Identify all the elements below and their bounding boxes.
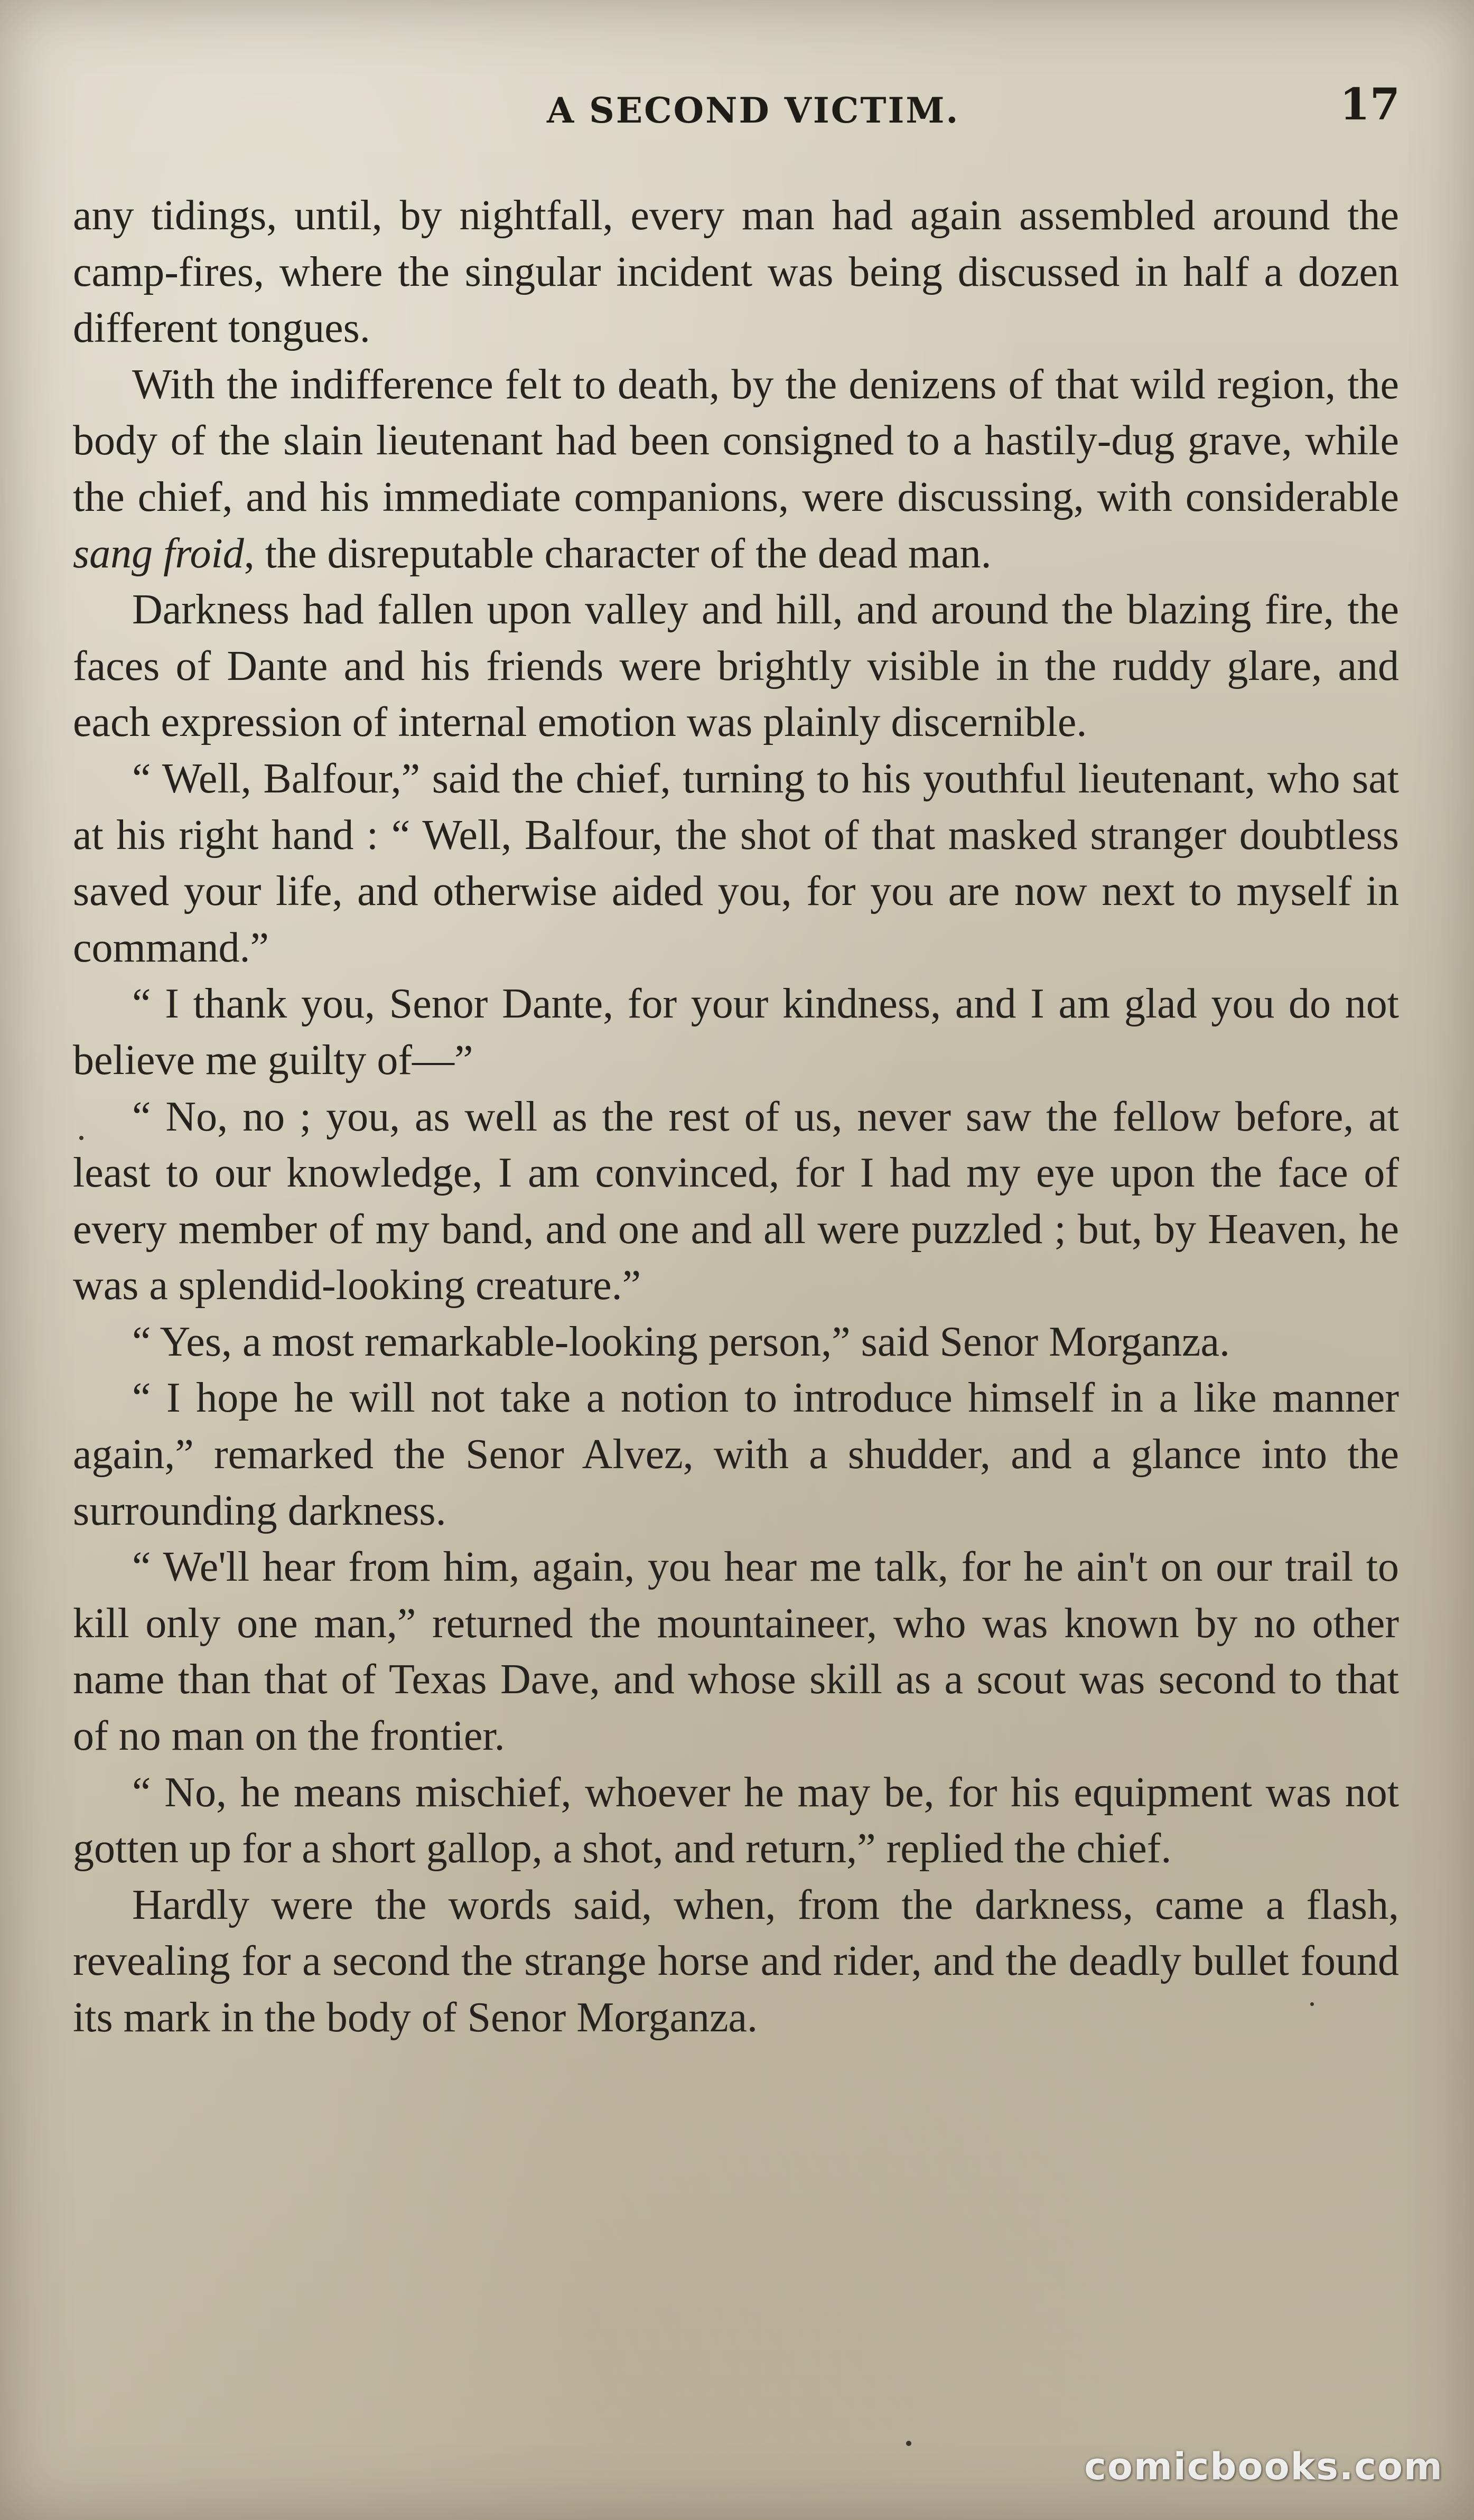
paragraph: “ I thank you, Senor Dante, for your kindness, and I am glad you do not believe me guilty of—”: [73, 981, 1399, 1084]
paragraph: “ I hope he will not take a notion to introduce himself in a like manner again,” remarked the Senor Alvez, with a shudder, and a glance into the surrounding darkness.: [73, 1375, 1399, 1534]
page-number: 17: [1339, 79, 1400, 130]
ink-speck: [1310, 2002, 1314, 2006]
italic-phrase: sang froid: [73, 530, 244, 577]
paragraph: Darkness had fallen upon valley and hill, and around the blazing fire, the faces of Dante and his friends were brightly visible in the ruddy glare, and each expression of internal emotion was plainly discernible.: [73, 586, 1399, 746]
ink-speck: [79, 1136, 83, 1140]
paragraph-text: , the disreputable character of the dead man.: [244, 530, 992, 577]
watermark: comicbooks.com: [1084, 2445, 1443, 2488]
paragraph: “ We'll hear from him, again, you hear me talk, for he ain't on our trail to kill only one man,” returned the mountaineer, who was known by no other name than that of Texas Dave, and whose skill as a scout was second to that of no man on the frontier.: [73, 1544, 1399, 1760]
paragraph: [73, 357, 1399, 582]
paragraph: any tidings, until, by nightfall, every man had again assembled around the camp-fires, where the singular incident was being discussed in half a dozen different tongues.: [73, 192, 1399, 352]
paragraph: “ Well, Balfour,” said the chief, turning to his youthful lieutenant, who sat at his right hand : “ Well, Balfour, the shot of that masked stranger doubtless saved your life, and otherwise aided you, for you are now next to myself in command.”: [73, 755, 1399, 971]
running-head: A SECOND VICTIM.: [547, 90, 960, 131]
body-text: [73, 188, 1399, 2046]
paragraph: “ No, he means mischief, whoever he may be, for his equipment was not gotten up for a short gallop, a shot, and return,” replied the chief.: [73, 1769, 1399, 1872]
paragraph: Hardly were the words said, when, from the darkness, came a flash, revealing for a second the strange horse and rider, and the deadly bullet found its mark in the body of Senor Morganza.: [73, 1881, 1399, 2041]
paragraph-text: With the indifference felt to death, by the denizens of that wild region, the body of the slain lieutenant had been consigned to a hastily-dug grave, while the chief, and his immediate companions, were discussing, with considerable: [73, 361, 1399, 520]
ink-speck: [906, 2441, 911, 2446]
paragraph: “ Yes, a most remarkable-looking person,” said Senor Morganza.: [132, 1318, 1230, 1365]
paragraph: “ No, no ; you, as well as the rest of us, never saw the fellow before, at least to our knowledge, I am convinced, for I had my eye upon the face of every member of my band, and one and all were puzzled ; but, by Heaven, he was a splendid-looking creature.”: [73, 1093, 1399, 1309]
